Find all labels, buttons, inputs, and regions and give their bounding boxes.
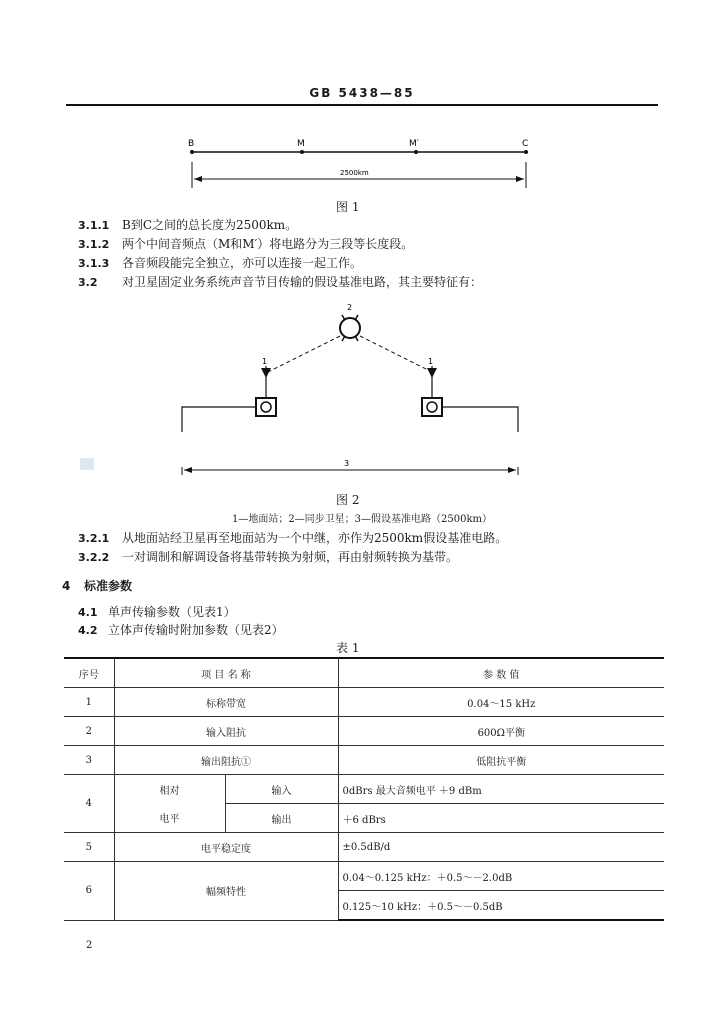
page-header: GB 5438—85	[309, 86, 415, 100]
antenna-left	[261, 366, 271, 398]
point-m-prime	[414, 150, 418, 154]
uplink-left	[268, 336, 340, 372]
header-value: 参 数 值	[338, 658, 664, 688]
para-3-2-2: 3.2.2 一对调制和解调设备将基带转换为射频，再由射频转换为基带。	[78, 550, 459, 564]
table-header-row	[64, 658, 664, 688]
table-row: 6 幅频特性 0.04～0.125 kHz：＋0.5～－2.0dB	[64, 862, 664, 891]
para-3-2-1: 3.2.1 从地面站经卫星再至地面站为一个中继，亦作为2500km假设基准电路。	[78, 531, 508, 545]
figure-2-diagram	[170, 296, 540, 482]
para-4-2: 4.2 立体声传输时附加参数（见表2）	[78, 623, 284, 637]
para-3-2: 3.2 对卫星固定业务系统声音节目传输的假设基准电路，其主要特征有：	[78, 275, 483, 289]
table-1-caption: 表 1	[336, 641, 360, 655]
table-row: 电平 输出 ＋6 dBrs	[64, 804, 664, 833]
table-row: 5 电平稳定度 ±0.5dB/d	[64, 833, 664, 862]
figure-2-caption: 图 2	[336, 493, 360, 507]
page-number: 2	[86, 940, 93, 951]
label-m-prime: M′	[409, 139, 419, 149]
para-4-1: 4.1 单声传输参数（见表1）	[78, 605, 236, 619]
uplink-right	[360, 336, 432, 372]
terrestrial-link-left	[182, 407, 256, 432]
para-3-1-3: 3.1.3 各音频段能完全独立，亦可以连接一起工作。	[78, 256, 363, 270]
table-row: 3 输出阻抗① 低阻抗平衡	[64, 746, 664, 775]
satellite-label: 2	[347, 303, 353, 312]
table-row: 2 输入阻抗 600Ω平衡	[64, 717, 664, 746]
para-3-1-1: 3.1.1 B到C之间的总长度为2500km。	[78, 218, 298, 232]
header-rule	[66, 104, 658, 106]
earth-station-left	[256, 398, 276, 416]
station-right-label: 1	[428, 357, 434, 366]
point-c	[524, 150, 528, 154]
length-label: 2500km	[340, 169, 369, 177]
station-left-label: 1	[262, 357, 268, 366]
table-row: 0.125～10 kHz：＋0.5～－0.5dB	[64, 891, 664, 921]
table-row: 1 标称带宽 0.04～15 kHz	[64, 688, 664, 717]
point-m	[300, 150, 304, 154]
label-c: C	[522, 139, 529, 149]
satellite	[340, 315, 360, 341]
label-b: B	[188, 139, 195, 149]
section-4-heading: 4 标准参数	[62, 579, 133, 593]
terrestrial-link-right	[442, 407, 518, 432]
antenna-right	[427, 366, 437, 398]
figure-1-diagram	[180, 132, 540, 192]
table-1	[64, 657, 664, 921]
table-row: 4 相对 输入 0dBrs 最大音频电平 ＋9 dBm	[64, 775, 664, 804]
figure-2-legend: 1—地面站；2—同步卫星；3—假设基准电路（2500km）	[231, 514, 493, 525]
header-no: 序号	[64, 658, 114, 688]
watermark-logo	[80, 458, 94, 470]
figure-1-caption: 图 1	[336, 200, 360, 214]
header-item: 项 目 名 称	[114, 658, 338, 688]
earth-station-right	[422, 398, 442, 416]
para-3-1-2: 3.1.2 两个中间音频点（M和M′）将电路分为三段等长度段。	[78, 237, 414, 251]
circuit-label: 3	[344, 459, 350, 468]
point-b	[190, 150, 194, 154]
label-m: M	[297, 139, 305, 149]
